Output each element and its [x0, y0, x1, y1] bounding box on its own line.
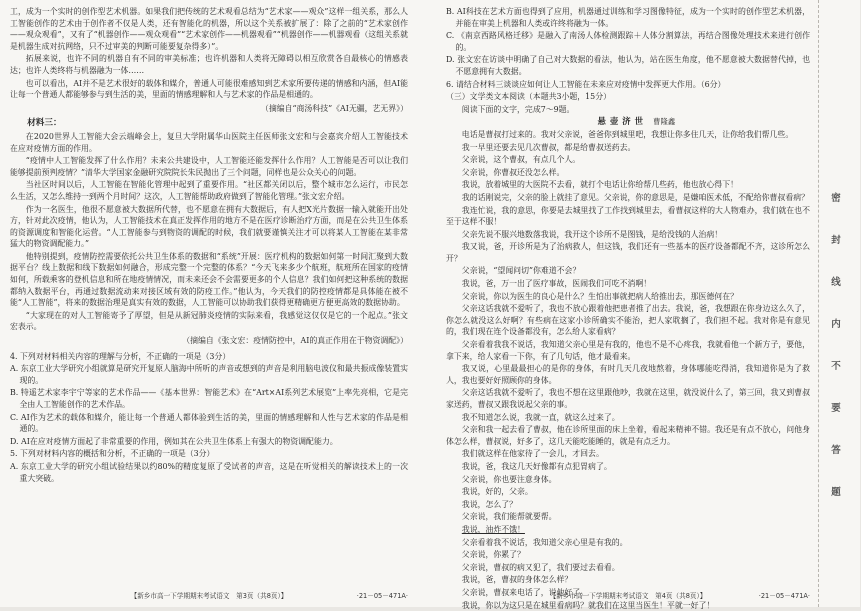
story-paragraph: 我说，怎么了？: [446, 499, 810, 511]
question-5-option-a: A. 东京工业大学的研究小组试验结果以约80%的精度复原了受试者的声音，这是在听觉相关的解读技术上的一次重大突破。: [10, 461, 408, 484]
question-6: 6. 请结合材料三谈谈应如何让人工智能在未来应对疫情中发挥更大作用。（6分）: [446, 79, 810, 91]
seal-char: 封: [828, 220, 844, 262]
story-paragraph: 父亲看着我我不说话，我知道父亲心里是有我的，他也不是不心疼我，我就看他一个新方子，要他，拿下来，给人家看一下你，有了几句话，他才最看来。: [446, 339, 810, 362]
paragraph: 作为一名医生，他很不愿意被大数据所代替，也不愿意在拥有大数据后，有人把X光片数据一输入就能开出处方，针对此次疫情，他认为，人工智能技术在真正发挥作用的地方不是在医疗诊断治疗方面，而是在公共卫生体系的资源调度和智能化运营。“人工智能参与到物资的调配的时候，我们就要谨慎关注才可以将某人工智能在某非常猛大的物资调配能力。”: [10, 204, 408, 250]
question-5-option-b: B. AI科技在艺术方面也得到了应用，机器通过训练和学习图像特征，成为一个实时的创作型艺术机器，并能在审美上机器和人类或许终将融为一体。: [446, 6, 810, 29]
paragraph: “疫情中人工智能发挥了什么作用？未来公共建设中，人工智能还能发挥什么作用？人工智能是否可以让我们能够提前预判疫情？”清华大学国家金融研究院院长朱民抛出了三个问题，同样也是公众关心的问题。: [10, 155, 408, 178]
material-three-title: 材料三：: [10, 118, 408, 130]
reading-instruction: 阅读下面的文字，完成7～9题。: [446, 104, 810, 116]
seal-line-text: [828, 178, 844, 514]
paragraph: 拓展来说，也许不同的机器自有不同的审美标准；也许机器和人类将无障碍以相互欣赏各自最核心的情感表达；也许人类终将与机器融为一体……: [10, 53, 408, 76]
story-paragraph-underlined: 我说，油炸不饿！: [446, 524, 810, 536]
story-paragraph: 父亲说，你曹叔还没怎么样。: [446, 167, 810, 179]
story-paragraph: 父亲和我一起去看了曹叔，他在诊所里面的床上坐着，看起来精神不错。我还是有点不放心，问他身体怎么样，曹叔说，好多了，这几天能吃能睡的，就是有点乏力。: [446, 424, 810, 447]
story-paragraph: 我不知道怎么说，我就一直，就这么过来了。: [446, 412, 810, 424]
story-paragraph: 我说，爸，我这几天好像都有点犯胃病了。: [446, 461, 810, 473]
story-paragraph: 父亲说，你以为医生的良心是什么？生怕出事就把病人给推出去，那医德何在？: [446, 291, 810, 303]
paragraph: 他特别提到，疫情防控需要依托公共卫生体系的数据和“系统”开展：医疗机构的数据如何第一时间汇聚到大数据平台？线上数据和线下数据如何融合，形成完整一个完整的体系？“今天飞来多少个航班，航班所在国家的疫情如何，所载乘客的登机信息和所在地疫情情况，而未来还会不会需要更多的个人信息？我们如何把这种系统的数据都纳入数据平台，再通过数据流动来对接区域有效的防疫工作。”他认为，今天我们的防控疫情都是具体能在被不能“人工智能”，将来的数据治理是真实有效的数据，人工智能可以协助我们获得更精确更方便更高效的数据协助。: [10, 251, 408, 309]
question-4-option-d: D. AI在应对疫情方面起了非常重要的作用，例如其在公共卫生体系上有强大的物资调配能力。: [10, 436, 408, 448]
story-paragraph: 我说，爸，曹叔的身体怎么样？: [446, 574, 810, 586]
story-author: 曹隆鑫: [653, 117, 675, 126]
paragraph: 工，成为一个实时的创作型艺术机器。如果我们把传统的艺术观看总结为“艺术家——观众”这样一组关系，那么人工智能创作的艺术由于创作者不仅是人类，还有智能化的机器，所以这个关系被扩展了：除了之前的“艺术家创作——观众观看”，又有了“机器创作——观众观看”“艺术家创作——机器观看”“机器创作——机器观看（这组关系就是机器生成对抗网络，只不过审美的判断可能要复杂得多）”。: [10, 6, 408, 52]
story-paragraph: 父亲看着我不说话，我知道父亲心里是有我的。: [446, 537, 810, 549]
question-5-stem: 5. 下列对材料内容的概括和分析，不正确的一项是（3分）: [10, 448, 408, 460]
story-paragraph: 父亲说，曹叔的病又犯了，我们要过去看看。: [446, 562, 810, 574]
right-column: [446, 6, 810, 587]
page-footer-right: [446, 590, 810, 602]
story-paragraph: 我说，你以为这只是在城里看病吗？就我们在这里当医生！平就一好了！: [446, 600, 810, 611]
story-paragraph: 我说，好的，父亲。: [446, 486, 810, 498]
paragraph: “大家现在的对人工智能寄予了厚望，但是从新冠肺炎疫情的实际来看，我感觉这仅仅是它的一个起点。”张文宏表示。: [10, 310, 408, 333]
story-paragraph: 父亲这话我就不爱听了，我也不想在这里跟他吵，我就在这里，就没说什么了，第三回，我又到曹叔家送药，曹叔又跟我说起父亲的事。: [446, 387, 810, 410]
story-paragraph: 父亲说，“望闻问切”你难道不会？: [446, 265, 810, 277]
story-paragraph: 我说，爸，万一出了医疗事故，医闹我们可吃不消啊！: [446, 278, 810, 290]
story-paragraph: 父亲这话我就不爱听了，我也不放心跟着他把患者推了出去。我说，爸，我想跟在你身边这么久了，你怎么就没这么好啊？有些病在这家小诊所确实不能治，把人家耽搁了，我们担不起。我对你是有意见的，我们现在连个设备都没有，怎么给人家看病？: [446, 303, 810, 338]
question-4-option-b: B. 特遥艺术家李宇宁等家的艺术作品——《基本世界：智能艺术》在“Art×AI系列艺术展览”上率先亮相，它是完全由人工智能创作的艺术作品。: [10, 387, 408, 410]
story-paragraph: 父亲先说不服兴地数落我说，我开这个诊所不是图钱，是给没钱的人治病！: [446, 229, 810, 241]
question-4-option-c: C. AI作为艺术的载体和媒介，能让每一个普通人都体验到生活的美，里面的情感理解和人性与艺术家的作品是相通的。: [10, 412, 408, 435]
section-three-title: （三）文学类文本阅读（本题共3小题，15分）: [446, 91, 810, 103]
seal-char: 线: [828, 262, 844, 304]
page-footer-left: [10, 590, 408, 602]
story-paragraph: 我说，放着城里的大医院不去看，就打个电话让你给帮几些药，他也放心得下！: [446, 179, 810, 191]
question-4-option-a: A. 东京工业大学研究小组就算是研究开复原人脑海中所听的声音或想到的声音是利用脑电波仪和最共振成像装置实现的。: [10, 363, 408, 386]
story-paragraph: 父亲说，这个曹叔，有点几个人。: [446, 154, 810, 166]
seal-char: 内: [828, 304, 844, 346]
story-paragraph: 我又说，心里最最担心的是你的身体，有时几天几夜地熬着，身体哪能吃得消，我知道你是为了救人，我也要好好照顾你的身体。: [446, 363, 810, 386]
paragraph: 也可以看出，AI并不是艺术很好的载体和媒介，普通人可能很难感知到艺术家所要传递的情感和内涵，但AI能让每一个普通人都能够参与到生活的美，里面的情感理解和人与艺术家的作品是相通的。: [10, 78, 408, 101]
seal-char: 答: [828, 430, 844, 472]
story-paragraph: 我一早里还要去见几次曹叔，都是给曹叔送药去。: [446, 142, 810, 154]
left-column: [10, 6, 408, 587]
story-paragraph: 父亲说，你也要注意身体。: [446, 474, 810, 486]
seal-char: 不: [828, 346, 844, 388]
story-paragraph: 我连忙说，我的意思，你要是去城里找了工作找到城里去，看曹叔这样的大人物难办，我们就在也不至于这样不服！: [446, 205, 810, 228]
source-citation: （摘编自《张文宏：疫情防控中，AI的真正作用在于物资调配》）: [10, 335, 408, 347]
footer-page-info: 【新乡市高一下学期期末考试语文 第3页（共8页）】: [10, 590, 408, 600]
question-5-option-c: C. 《南京西路风格迁移》是融入了南汤人体检测跟踪＋人体分割算法，再结合图像处理技术来进行创作的。: [446, 30, 810, 53]
paragraph: 在2020世界人工智能大会云端峰会上，复旦大学附属华山医院主任医师张文宏和与会嘉宾介绍人工智能技术在应对疫情方面的作用。: [10, 131, 408, 154]
story-title-text: 悬壶济世: [598, 116, 648, 126]
story-paragraph: 父亲说，你累了？: [446, 549, 810, 561]
story-title: [446, 116, 810, 128]
footer-code: ·21－05－471A·: [357, 590, 408, 600]
story-paragraph: 我的话刚说完，父亲的脸上就挂了意见。父亲说，你的意思是，是嫌咱医术低，不配给你曹叔看病？: [446, 192, 810, 204]
question-5-option-d: D. 张文宏在访谈中明确了自己对大数据的看法，他认为，站在医生角度，他不愿意被大数据替代掉，也不愿意拥有大数据。: [446, 54, 810, 77]
question-4-stem: 4. 下列对材料相关内容的理解与分析，不正确的一项是（3分）: [10, 351, 408, 363]
seal-char: 题: [828, 472, 844, 514]
footer-code: ·21－05－471A·: [759, 590, 810, 600]
footer-page-info: 【新乡市高一下学期期末考试语文 第4页（共8页）】: [446, 590, 810, 600]
seal-char: 密: [828, 178, 844, 220]
paragraph: 当社区时间以后，人工智能在智能化管理中起到了重要作用。“社区都关闭以后，整个城市怎么运行，市民怎么生活，又怎么维持一到两个月时间？这次，人工智能帮助政府做到了智能化管理。”张文宏介绍。: [10, 179, 408, 202]
story-paragraph: 父亲说，我们能帮就要帮。: [446, 511, 810, 523]
story-paragraph: 我们就这样在他家待了一会儿，才回去。: [446, 448, 810, 460]
source-citation: （摘编自“商汤科技”《AI无疆，艺无界》）: [10, 103, 408, 115]
story-paragraph: 电话是曹叔打过来的。我对父亲说，爸爸你到城里吧，我想让你多住几天，让你给我们帮几些。: [446, 129, 810, 141]
story-paragraph: 父亲说，曹叔来电话了，说他好了。: [446, 587, 810, 599]
story-paragraph: 我又说，爸，开诊所是为了治病救人，但这钱，我们还有一些基本的医疗设备都配不齐，这诊所怎么开？: [446, 241, 810, 264]
seal-char: 要: [828, 388, 844, 430]
